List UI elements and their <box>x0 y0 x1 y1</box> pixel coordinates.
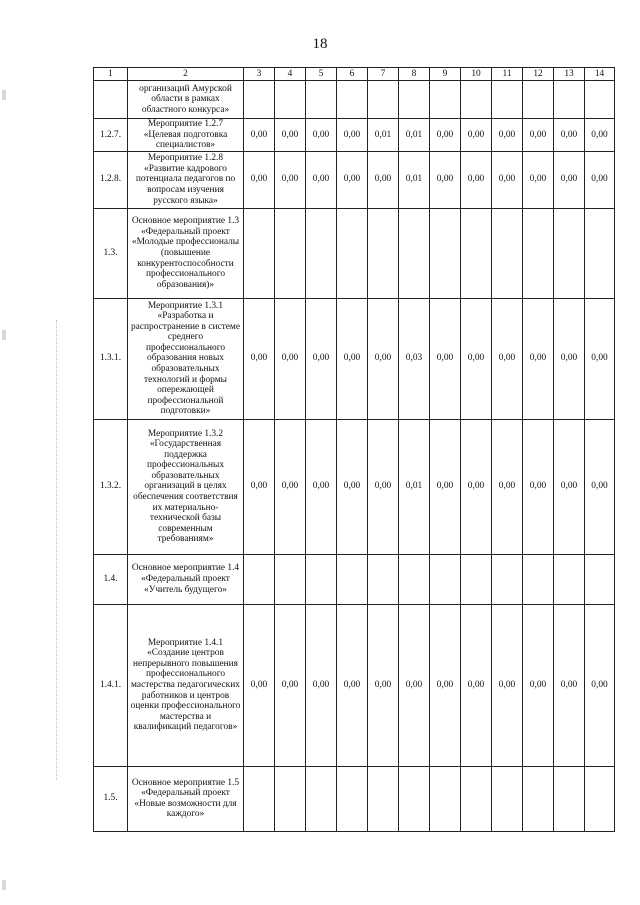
value-cell: 0,00 <box>554 151 585 208</box>
page-number: 18 <box>312 36 328 52</box>
value-cell <box>337 554 368 604</box>
value-cell <box>585 554 615 604</box>
column-header: 9 <box>430 68 461 81</box>
value-cell <box>306 208 337 298</box>
table-row <box>94 298 615 419</box>
value-cell: 0,00 <box>461 419 492 554</box>
budget-table <box>93 67 615 832</box>
value-cell <box>244 766 275 831</box>
value-cell: 0,00 <box>461 119 492 152</box>
row-number: 1.5. <box>94 766 128 831</box>
value-cell <box>492 81 523 119</box>
column-header: 5 <box>306 68 337 81</box>
value-cell: 0,00 <box>306 119 337 152</box>
value-cell: 0,00 <box>368 151 399 208</box>
table-row <box>94 151 615 208</box>
row-number: 1.2.8. <box>94 151 128 208</box>
value-cell: 0,00 <box>337 298 368 419</box>
value-cell: 0,01 <box>399 151 430 208</box>
value-cell <box>461 554 492 604</box>
column-header: 14 <box>585 68 615 81</box>
value-cell <box>430 766 461 831</box>
row-number: 1.3. <box>94 208 128 298</box>
value-cell <box>337 766 368 831</box>
value-cell: 0,00 <box>585 604 615 766</box>
value-cell: 0,00 <box>275 119 306 152</box>
value-cell: 0,00 <box>585 151 615 208</box>
value-cell <box>492 208 523 298</box>
value-cell <box>399 81 430 119</box>
value-cell <box>585 81 615 119</box>
value-cell: 0,00 <box>430 151 461 208</box>
value-cell <box>461 208 492 298</box>
value-cell: 0,00 <box>275 604 306 766</box>
scan-artifact-line <box>56 320 58 780</box>
column-header: 1 <box>94 68 128 81</box>
table-row <box>94 604 615 766</box>
column-header: 10 <box>461 68 492 81</box>
column-header: 12 <box>523 68 554 81</box>
value-cell <box>368 554 399 604</box>
value-cell <box>399 208 430 298</box>
value-cell <box>523 81 554 119</box>
value-cell <box>492 766 523 831</box>
table-row <box>94 119 615 152</box>
table-row <box>94 554 615 604</box>
value-cell: 0,00 <box>554 419 585 554</box>
value-cell: 0,00 <box>275 419 306 554</box>
value-cell: 0,00 <box>337 151 368 208</box>
column-header: 3 <box>244 68 275 81</box>
row-number: 1.4.1. <box>94 604 128 766</box>
column-header: 2 <box>128 68 244 81</box>
value-cell <box>275 81 306 119</box>
value-cell <box>554 81 585 119</box>
value-cell <box>523 208 554 298</box>
value-cell <box>430 208 461 298</box>
value-cell <box>368 208 399 298</box>
value-cell <box>523 554 554 604</box>
value-cell: 0,00 <box>523 298 554 419</box>
value-cell <box>554 554 585 604</box>
value-cell: 0,00 <box>244 119 275 152</box>
activity-name: организаций Амурской области в рамках областного конкурса» <box>128 81 244 119</box>
value-cell: 0,00 <box>492 119 523 152</box>
value-cell: 0,00 <box>430 419 461 554</box>
value-cell <box>585 766 615 831</box>
value-cell: 0,01 <box>399 419 430 554</box>
activity-name: Основное мероприятие 1.4 «Федеральный проект «Учитель будущего» <box>128 554 244 604</box>
column-header: 8 <box>399 68 430 81</box>
column-header: 6 <box>337 68 368 81</box>
value-cell: 0,00 <box>492 604 523 766</box>
value-cell: 0,00 <box>399 604 430 766</box>
value-cell <box>430 81 461 119</box>
value-cell: 0,00 <box>492 419 523 554</box>
value-cell <box>554 208 585 298</box>
value-cell <box>368 81 399 119</box>
value-cell <box>399 554 430 604</box>
activity-name: Мероприятие 1.2.7 «Целевая подготовка специалистов» <box>128 119 244 152</box>
value-cell: 0,00 <box>244 151 275 208</box>
value-cell <box>399 766 430 831</box>
column-header: 4 <box>275 68 306 81</box>
value-cell <box>585 208 615 298</box>
value-cell <box>554 766 585 831</box>
value-cell: 0,00 <box>430 298 461 419</box>
activity-name: Мероприятие 1.2.8 «Развитие кадрового потенциала педагогов по вопросам изучения русского языка» <box>128 151 244 208</box>
value-cell: 0,00 <box>523 119 554 152</box>
value-cell: 0,01 <box>399 119 430 152</box>
value-cell: 0,00 <box>337 119 368 152</box>
value-cell <box>306 766 337 831</box>
value-cell: 0,00 <box>368 604 399 766</box>
value-cell: 0,00 <box>337 419 368 554</box>
activity-name: Основное мероприятие 1.5 «Федеральный проект «Новые возможности для каждого» <box>128 766 244 831</box>
value-cell: 0,00 <box>368 298 399 419</box>
value-cell: 0,00 <box>585 419 615 554</box>
table-body <box>94 81 615 832</box>
value-cell: 0,00 <box>461 298 492 419</box>
value-cell <box>461 81 492 119</box>
value-cell: 0,00 <box>306 151 337 208</box>
value-cell: 0,00 <box>523 151 554 208</box>
value-cell <box>244 81 275 119</box>
row-number: 1.3.2. <box>94 419 128 554</box>
value-cell <box>368 766 399 831</box>
value-cell: 0,00 <box>554 604 585 766</box>
column-header: 11 <box>492 68 523 81</box>
scan-edge-mark <box>2 880 6 890</box>
value-cell <box>275 766 306 831</box>
activity-name: Мероприятие 1.3.2 «Государственная поддержка профессиональных образовательных организаций в целях обеспечения соответствия их материально-технической базы современным требованиям» <box>128 419 244 554</box>
value-cell: 0,00 <box>306 604 337 766</box>
value-cell: 0,00 <box>306 419 337 554</box>
table-row <box>94 766 615 831</box>
activity-name: Мероприятие 1.4.1 «Создание центров непрерывного повышения профессионального мастерства педагогических работников и центров оценки профессионального мастерства и квалификаций педагогов» <box>128 604 244 766</box>
value-cell: 0,00 <box>306 298 337 419</box>
value-cell <box>337 208 368 298</box>
value-cell <box>244 554 275 604</box>
value-cell: 0,00 <box>461 604 492 766</box>
scan-edge-mark <box>2 90 6 100</box>
value-cell: 0,00 <box>275 298 306 419</box>
table-row <box>94 208 615 298</box>
value-cell: 0,00 <box>554 298 585 419</box>
value-cell: 0,00 <box>585 298 615 419</box>
value-cell: 0,00 <box>244 419 275 554</box>
value-cell: 0,00 <box>430 604 461 766</box>
value-cell <box>306 81 337 119</box>
value-cell: 0,00 <box>244 298 275 419</box>
value-cell <box>275 208 306 298</box>
value-cell: 0,00 <box>461 151 492 208</box>
value-cell: 0,00 <box>585 119 615 152</box>
value-cell: 0,00 <box>275 151 306 208</box>
row-number: 1.4. <box>94 554 128 604</box>
value-cell: 0,00 <box>492 151 523 208</box>
column-header: 7 <box>368 68 399 81</box>
value-cell <box>244 208 275 298</box>
value-cell: 0,03 <box>399 298 430 419</box>
value-cell <box>492 554 523 604</box>
scan-edge-mark <box>2 330 6 340</box>
value-cell: 0,00 <box>244 604 275 766</box>
value-cell <box>461 766 492 831</box>
value-cell: 0,00 <box>368 419 399 554</box>
value-cell <box>275 554 306 604</box>
value-cell <box>523 766 554 831</box>
value-cell <box>430 554 461 604</box>
table-row <box>94 419 615 554</box>
value-cell: 0,00 <box>523 604 554 766</box>
value-cell <box>306 554 337 604</box>
column-header: 13 <box>554 68 585 81</box>
row-number: 1.3.1. <box>94 298 128 419</box>
value-cell: 0,00 <box>430 119 461 152</box>
value-cell: 0,00 <box>554 119 585 152</box>
activity-name: Основное мероприятие 1.3 «Федеральный проект «Молодые профессионалы (повышение конкурентоспособности профессионального образования)» <box>128 208 244 298</box>
table-row <box>94 81 615 119</box>
value-cell: 0,00 <box>337 604 368 766</box>
activity-name: Мероприятие 1.3.1 «Разработка и распространение в системе среднего профессионального образования новых образовательных технологий и формы опережающей профессиональной подготовки» <box>128 298 244 419</box>
row-number <box>94 81 128 119</box>
value-cell: 0,00 <box>492 298 523 419</box>
value-cell: 0,01 <box>368 119 399 152</box>
row-number: 1.2.7. <box>94 119 128 152</box>
value-cell <box>337 81 368 119</box>
value-cell: 0,00 <box>523 419 554 554</box>
table-header-row <box>94 68 615 81</box>
